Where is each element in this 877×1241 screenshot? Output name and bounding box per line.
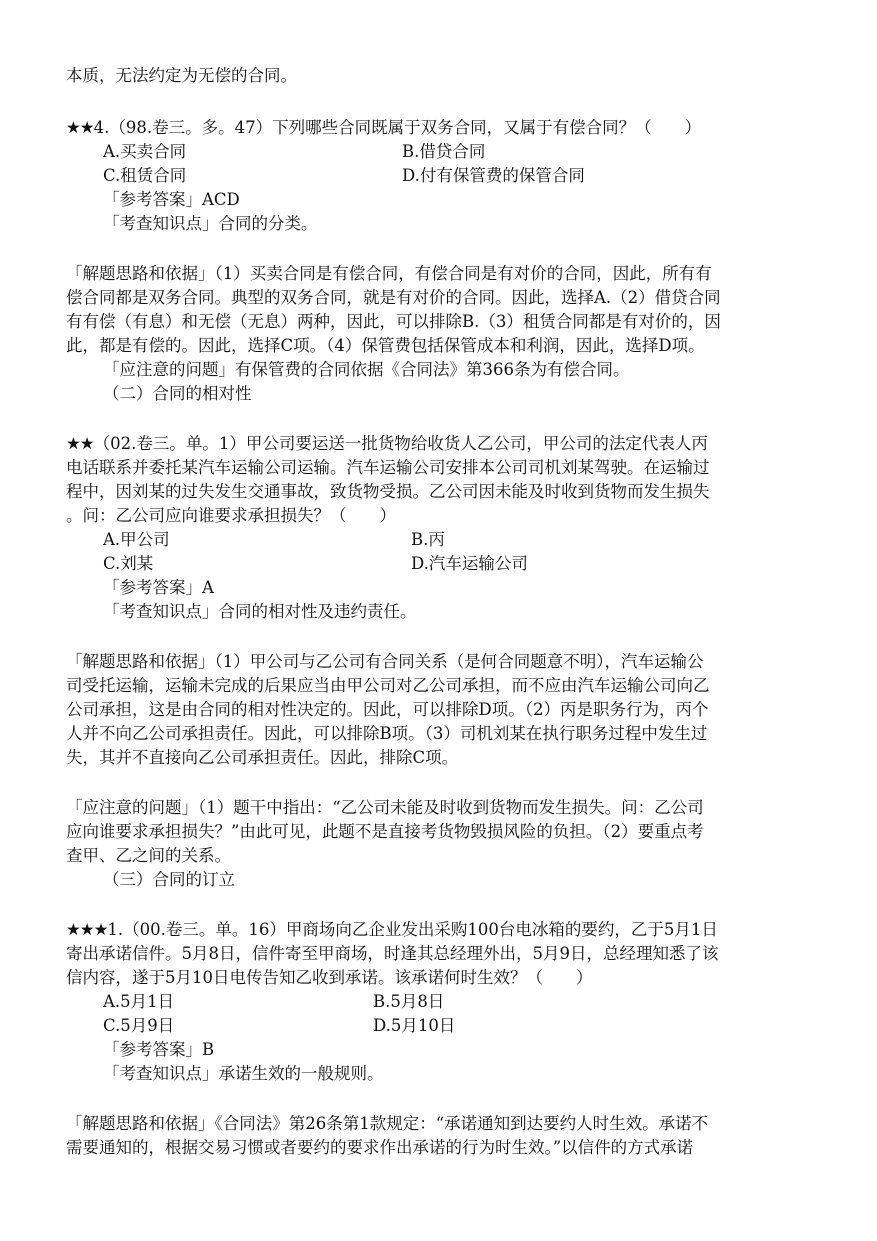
difficulty-stars: ★★ xyxy=(66,118,94,137)
explanation-line: 此，都是有偿的。因此，选择C项。（4）保管费包括保管成本和利润，因此，选择D项。 xyxy=(66,336,705,355)
option-c: C.租赁合同 xyxy=(103,166,187,185)
question-text-line: 信内容，遂于5月10日电传告知乙收到承诺。该承诺何时生效？（ ） xyxy=(66,968,593,987)
option-b: B.丙 xyxy=(411,530,445,549)
option-a: A.甲公司 xyxy=(103,530,170,549)
question-1-stem xyxy=(66,116,701,141)
option-d: D.付有保管费的保管合同 xyxy=(402,166,585,185)
explanation-line: 失，其并不直接向乙公司承担责任。因此，排除C项。 xyxy=(66,748,459,767)
difficulty-stars: ★★★ xyxy=(66,920,108,939)
option-a: A.5月1日 xyxy=(103,992,175,1011)
question-text-line: 。问：乙公司应向谁要求承担损失？（ ） xyxy=(66,506,396,525)
explanation-line: 偿合同都是双务合同。典型的双务合同，就是有对价的合同。因此，选择A.（2）借贷合同 xyxy=(66,288,721,307)
question-text-line: 程中，因刘某的过失发生交通事故，致货物受损。乙公司因未能及时收到货物而发生损失 xyxy=(66,482,710,501)
explanation-line: 有有偿（有息）和无偿（无息）两种，因此，可以排除B.（3）租赁合同都是有对价的，因 xyxy=(66,312,721,331)
question-text: 1.（00.卷三。单。16）甲商场向乙企业发出采购100台电冰箱的要约，乙于5月1日 xyxy=(107,920,718,939)
knowledge-point: 「考查知识点」承诺生效的一般规则。 xyxy=(103,1064,384,1083)
explanation-line: 「解题思路和依据」《合同法》第26条第1款规定：“承诺通知到达要约人时生效。承诺不 xyxy=(66,1114,709,1133)
option-c: C.5月9日 xyxy=(103,1016,175,1035)
explanation-line: 「解题思路和依据」（1）买卖合同是有偿合同，有偿合同是有对价的合同，因此，所有有 xyxy=(66,264,712,283)
difficulty-stars: ★★ xyxy=(66,434,94,453)
reference-answer: 「参考答案」B xyxy=(103,1040,215,1059)
text-line: 本质，无法约定为无偿的合同。 xyxy=(66,66,297,85)
reference-answer: 「参考答案」ACD xyxy=(103,190,240,209)
note-line: 应向谁要求承担损失？”由此可见，此题不是直接考货物毁损风险的负担。（2）要重点考 xyxy=(66,822,704,841)
question-3-stem xyxy=(66,918,718,943)
option-b: B.5月8日 xyxy=(373,992,445,1011)
option-b: B.借贷合同 xyxy=(402,142,486,161)
question-text: （02.卷三。单。1）甲公司要运送一批货物给收货人乙公司，甲公司的法定代表人丙 xyxy=(93,434,708,453)
reference-answer: 「参考答案」A xyxy=(103,578,214,597)
option-a: A.买卖合同 xyxy=(103,142,187,161)
question-text-line: 寄出承诺信件。5月8日，信件寄至甲商场，时逢其总经理外出，5月9日，总经理知悉了该 xyxy=(66,944,719,963)
question-2-stem xyxy=(66,432,708,457)
explanation-line: 需要通知的，根据交易习惯或者要约的要求作出承诺的行为时生效。”以信件的方式承诺 xyxy=(66,1138,694,1157)
question-text: 4.（98.卷三。多。47）下列哪些合同既属于双务合同，又属于有偿合同？（ ） xyxy=(93,118,702,137)
section-heading: （三）合同的订立 xyxy=(103,870,235,889)
explanation-line: 公司承担，这是由合同的相对性决定的。因此，可以排除D项。（2）丙是职务行为，丙个 xyxy=(66,700,709,719)
option-c: C.刘某 xyxy=(103,554,154,573)
explanation-line: 人并不向乙公司承担责任。因此，可以排除B项。（3）司机刘某在执行职务过程中发生过 xyxy=(66,724,708,743)
question-text-line: 电话联系并委托某汽车运输公司运输。汽车运输公司安排本公司司机刘某驾驶。在运输过 xyxy=(66,458,710,477)
option-d: D.汽车运输公司 xyxy=(411,554,528,573)
knowledge-point: 「考查知识点」合同的分类。 xyxy=(103,214,318,233)
explanation-line: 司受托运输，运输未完成的后果应当由甲公司对乙公司承担，而不应由汽车运输公司向乙 xyxy=(66,676,710,695)
note-line: 「应注意的问题」（1）题干中指出：“乙公司未能及时收到货物而发生损失。问：乙公司 xyxy=(66,798,704,817)
knowledge-point: 「考查知识点」合同的相对性及违约责任。 xyxy=(103,602,417,621)
note-line: 查甲、乙之间的关系。 xyxy=(66,846,231,865)
option-d: D.5月10日 xyxy=(373,1016,456,1035)
section-heading: （二）合同的相对性 xyxy=(103,384,252,403)
note-line: 「应注意的问题」有保管费的合同依据《合同法》第366条为有偿合同。 xyxy=(103,360,630,379)
explanation-line: 「解题思路和依据」（1）甲公司与乙公司有合同关系（是何合同题意不明），汽车运输公 xyxy=(66,652,704,671)
